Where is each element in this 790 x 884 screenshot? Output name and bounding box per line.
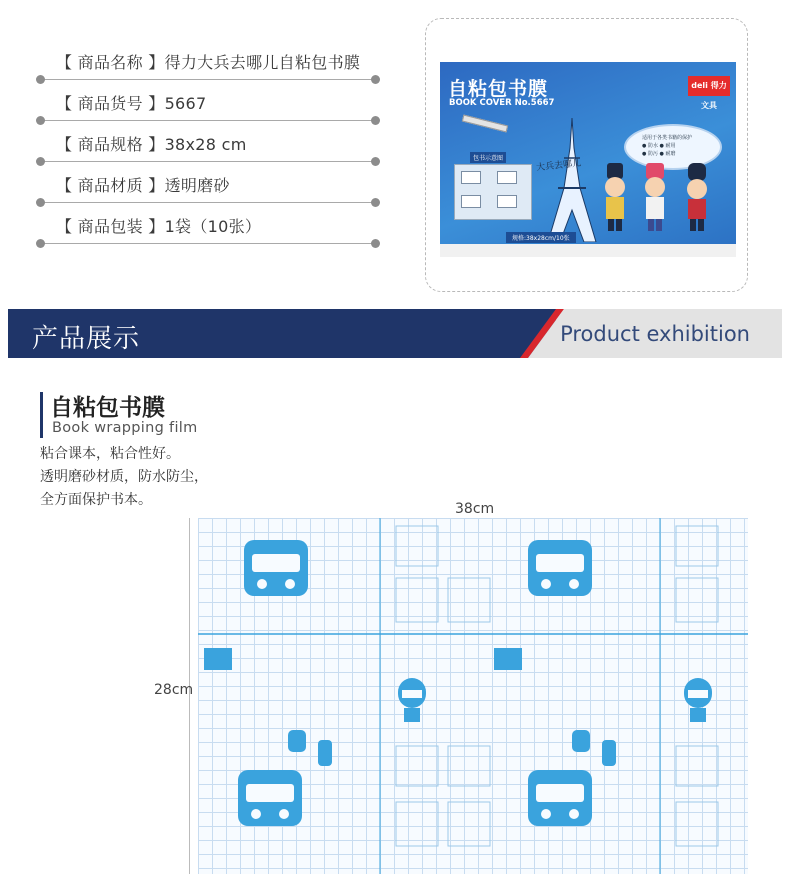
intro-title: 自粘包书膜 (50, 395, 165, 421)
deli-logo (204, 648, 522, 670)
package-subtitle: BOOK COVER No.5667 (449, 98, 555, 108)
intro-subtitle: Book wrapping film (52, 420, 198, 436)
deli-logo: deli 得力文具 (688, 76, 730, 96)
height-label: 28cm (154, 682, 194, 698)
drummer-character-icon (638, 163, 672, 233)
package-bottom-edge (440, 244, 736, 257)
package-spec-label: 规格:38x28cm/10张 (506, 232, 576, 243)
spec-row-packaging (38, 206, 378, 247)
divider (38, 202, 378, 203)
intro-line: 粘合课本，粘合性好。 (40, 446, 180, 462)
divider (38, 161, 378, 162)
soldier-character-icon (398, 678, 426, 722)
film-pattern (198, 518, 748, 874)
spec-row-sku (38, 83, 378, 124)
divider-dot (36, 239, 45, 248)
feature-bubble: 适用于各类书籍的保护 ● 防水 ● 耐用 ● 防污 ● 耐磨 (624, 124, 722, 170)
title-accent-bar (40, 392, 43, 438)
divider (38, 120, 378, 121)
ruler-icon (462, 115, 508, 133)
intro-description (40, 443, 208, 512)
soldier-character-icon (288, 730, 332, 766)
book-film-sheet (198, 518, 748, 874)
spec-sku: 【 商品货号 】5667 (56, 94, 207, 113)
spec-row-name (38, 42, 378, 83)
sample-diagram-title: 包书示意图 (470, 152, 506, 163)
intro-line: 透明磨砂材质，防水防尘， (40, 469, 208, 485)
divider (38, 243, 378, 244)
divider (38, 79, 378, 80)
bus-character-icon (244, 540, 308, 596)
spec-list (38, 42, 378, 247)
guard-character-icon (680, 163, 714, 233)
eiffel-tower-icon (544, 118, 600, 242)
spec-material: 【 商品材质 】透明磨砂 (56, 176, 230, 195)
spec-row-size (38, 124, 378, 165)
bus-character-icon (528, 540, 592, 596)
divider-dot (371, 239, 380, 248)
soldier-character-icon (598, 163, 632, 233)
bus-character-icon (238, 770, 302, 826)
spec-size: 【 商品规格 】38x28 cm (56, 135, 247, 154)
section-banner (8, 309, 782, 358)
intro-line: 全方面保护书本。 (40, 492, 152, 508)
series-name: 大兵去哪儿 (535, 158, 582, 174)
product-package-image (440, 62, 736, 257)
package-title: 自粘包书膜 (448, 78, 549, 100)
spec-name: 【 商品名称 】得力大兵去哪儿自粘包书膜 (56, 53, 361, 72)
wrapping-diagram (454, 164, 532, 220)
soldier-character-icon (572, 730, 616, 766)
bus-character-icon (528, 770, 592, 826)
width-label: 38cm (452, 501, 497, 517)
banner-title: 产品展示 (32, 324, 141, 354)
banner-title-en: Product exhibition (560, 322, 750, 346)
soldier-character-icon (684, 678, 712, 722)
spec-row-material (38, 165, 378, 206)
spec-packaging: 【 商品包装 】1袋（10张） (56, 217, 262, 236)
